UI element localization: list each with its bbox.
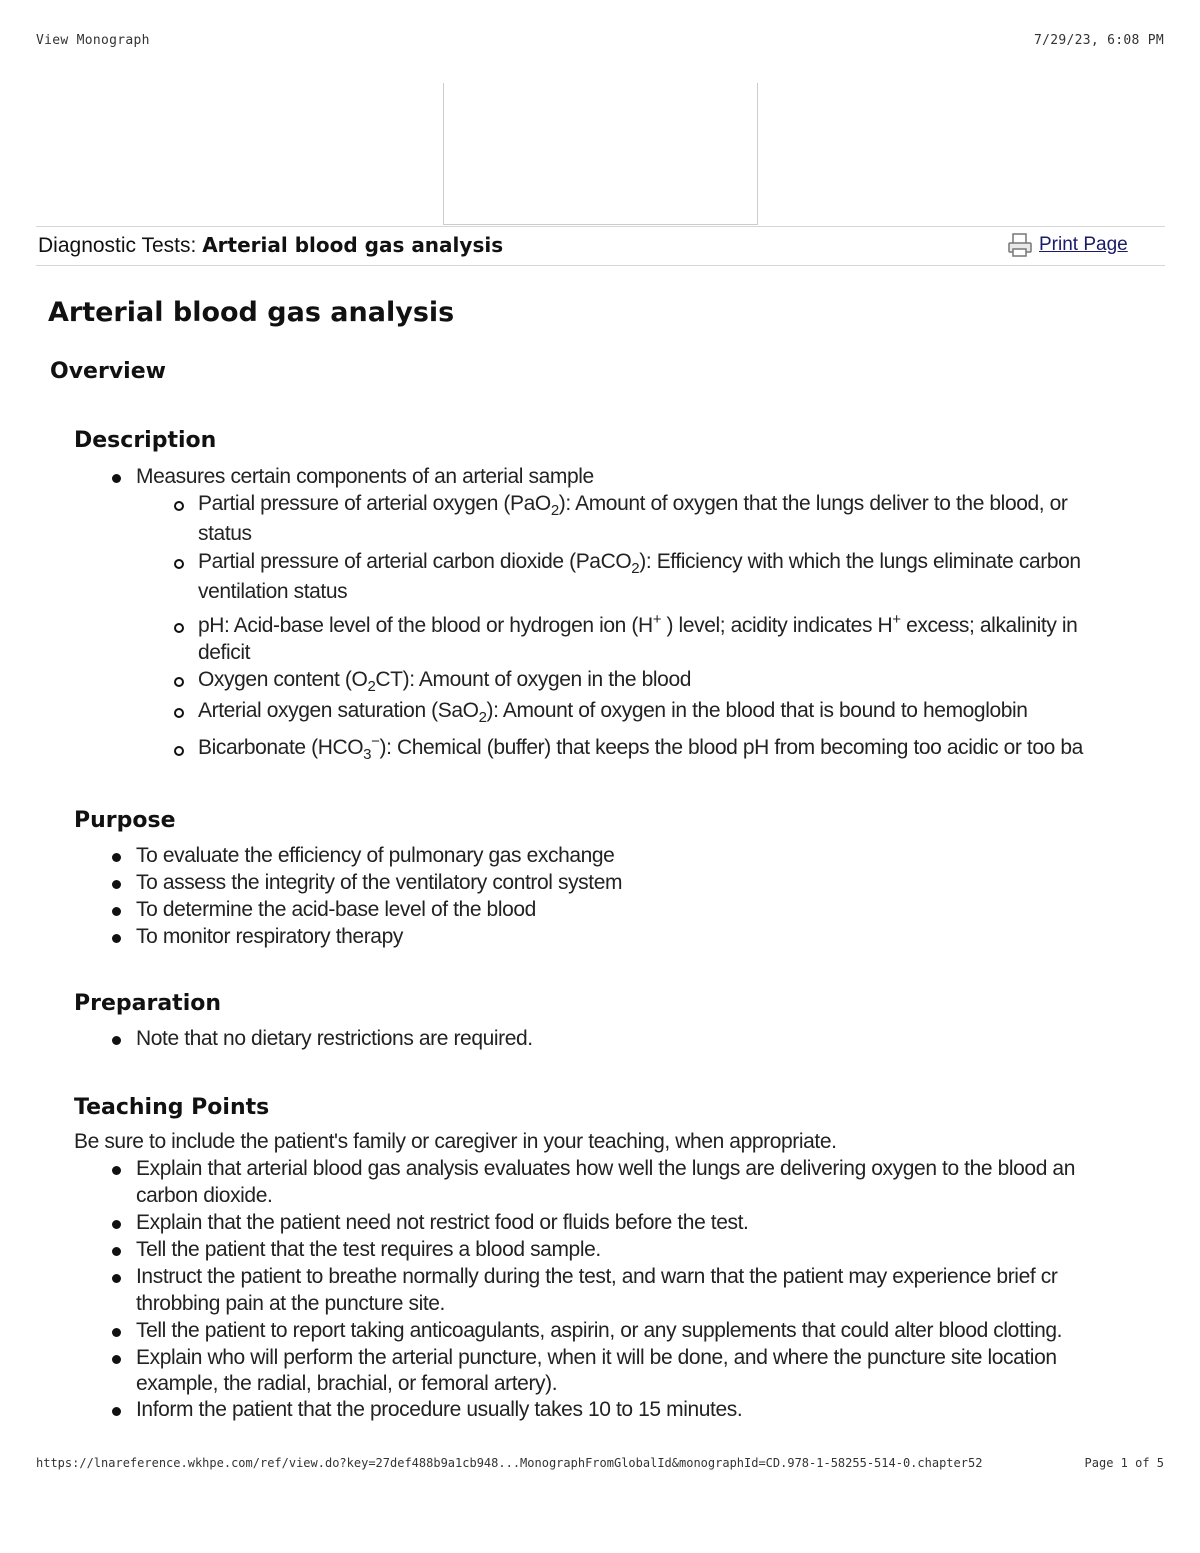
list-item: pH: Acid-base level of the blood or hydrogen ion (H+ ) level; acidity indicates H+ excess; alkalinity in <box>198 611 1078 637</box>
heading-description: Description <box>74 428 217 453</box>
bullet-icon <box>112 1407 121 1416</box>
bullet-icon <box>112 474 121 483</box>
bullet-icon <box>112 1328 121 1337</box>
list-item: Partial pressure of arterial carbon dioxide (PaCO$_2$): Efficiency with which the lungs eliminate carbon <box>198 550 1081 577</box>
list-item-continuation: status <box>198 522 252 545</box>
teaching-intro: Be sure to include the patient's family or caregiver in your teaching, when appropriate. <box>74 1130 837 1153</box>
print-footer-page: Page 1 of 5 <box>1084 1456 1164 1470</box>
title-prefix: Diagnostic Tests: <box>38 234 197 257</box>
bullet-icon <box>112 853 121 862</box>
bullet-icon <box>112 1166 121 1175</box>
circle-bullet-icon <box>174 501 184 511</box>
circle-bullet-icon <box>174 746 184 756</box>
circle-bullet-icon <box>174 623 184 633</box>
list-item: Note that no dietary restrictions are required. <box>136 1027 533 1050</box>
list-item-continuation: throbbing pain at the puncture site. <box>136 1292 445 1315</box>
list-item: Bicarbonate $(HCO_3^-)$: Chemical (buffer) that keeps the blood pH from becoming too acidic or too ba <box>198 733 1083 763</box>
list-item-continuation: deficit <box>198 641 251 664</box>
list-item-continuation: example, the radial, brachial, or femoral artery). <box>136 1372 558 1395</box>
bullet-icon <box>112 1355 121 1364</box>
list-item: Oxygen content $(O_2CT)$: Amount of oxygen in the blood <box>198 668 692 695</box>
list-item: Measures certain components of an arterial sample <box>136 465 594 488</box>
list-item-continuation: ventilation status <box>198 580 348 603</box>
page-title: Arterial blood gas analysis <box>202 233 504 257</box>
list-item: Inform the patient that the procedure usually takes 10 to 15 minutes. <box>136 1398 743 1421</box>
document-title: Arterial blood gas analysis <box>48 297 455 328</box>
heading-preparation: Preparation <box>74 991 222 1016</box>
list-item: Tell the patient that the test requires a blood sample. <box>136 1238 601 1261</box>
print-header-left: View Monograph <box>36 33 150 48</box>
bullet-icon <box>112 1220 121 1229</box>
list-item: Arterial oxygen saturation (SaO$_2$): Amount of oxygen in the blood that is bound to hemoglobin <box>198 699 1028 726</box>
bullet-icon <box>112 1274 121 1283</box>
list-item: Tell the patient to report taking anticoagulants, aspirin, or any supplements that could alter blood clotting. <box>136 1319 1063 1342</box>
circle-bullet-icon <box>174 677 184 687</box>
list-item: To determine the acid-base level of the blood <box>136 898 536 921</box>
list-item: Explain that arterial blood gas analysis evaluates how well the lungs are delivering oxygen to the blood an <box>136 1157 1075 1180</box>
list-item: Instruct the patient to breathe normally during the test, and warn that the patient may experience brief cr <box>136 1265 1058 1288</box>
section-overview: Overview <box>50 359 166 384</box>
print-page-link[interactable]: Print Page <box>1039 234 1128 255</box>
heading-teaching-points: Teaching Points <box>74 1095 270 1120</box>
heading-purpose: Purpose <box>74 808 176 833</box>
print-header-date: 7/29/23, 6:08 PM <box>1033 33 1164 48</box>
bullet-icon <box>112 907 121 916</box>
bullet-icon <box>112 880 121 889</box>
list-item: Explain who will perform the arterial puncture, when it will be done, and where the puncture site location <box>136 1346 1057 1369</box>
circle-bullet-icon <box>174 559 184 569</box>
bullet-icon <box>112 934 121 943</box>
print-footer-url: https://lnareference.wkhpe.com/ref/view.do?key=27def488b9a1cb948...MonographFromGlobalId&monographId=CD.978-1-58255-514-0.chapter52 <box>36 1456 983 1470</box>
bullet-icon <box>112 1036 121 1045</box>
list-item: To assess the integrity of the ventilatory control system <box>136 871 623 894</box>
list-item-continuation: carbon dioxide. <box>136 1184 273 1207</box>
list-item: To monitor respiratory therapy <box>136 925 403 948</box>
list-item: Partial pressure of arterial oxygen (PaO$_2$): Amount of oxygen that the lungs deliver to the blood, or <box>198 492 1068 519</box>
list-item: To evaluate the efficiency of pulmonary gas exchange <box>136 844 615 867</box>
circle-bullet-icon <box>174 708 184 718</box>
bullet-icon <box>112 1247 121 1256</box>
list-item: Explain that the patient need not restrict food or fluids before the test. <box>136 1211 749 1234</box>
